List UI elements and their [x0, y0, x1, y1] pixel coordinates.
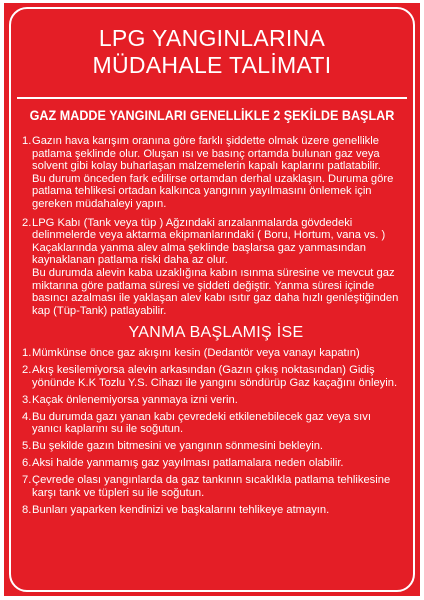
list-item	[22, 364, 400, 389]
item-text: Bu şekilde gazın bitmesini ve yangının sönmesini bekleyin.	[32, 440, 324, 453]
item-number: 1.	[22, 347, 32, 360]
item-paragraph: Bu durumda alevin kaba uzaklığına kabın ısınma süresine ve mevcut gaz miktarına göre patlama süresi ve şiddeti değiştir. Yanma süresi içinde basıncı azalması ile yaklaşan alev kabı ısıtır gaz daha hızlı genleştiğinden kap (Tüp-Tank) patlayabilir.	[32, 266, 399, 317]
item-number: 3.	[22, 393, 32, 406]
steps-list	[22, 347, 400, 516]
item-text: Mümkünse önce gaz akışını kesin (Dedantör veya vanayı kapatın)	[32, 347, 360, 360]
list-item	[22, 347, 400, 360]
sign-body	[22, 135, 400, 521]
item-number: 8.	[22, 503, 32, 516]
item-number: 1.	[22, 135, 32, 147]
item-paragraph: LPG Kabı (Tank veya tüp ) Ağzındaki arızalanmalarda gövdedeki delinmelerde veya aktarma ekipmanlarındaki ( Boru, Hortum, vana vs. ) Kaçaklarında yanma alev alma şeklinde başlarsa gaz yanmasından kaynaklanan patlama riski daha az olur.	[32, 216, 386, 267]
list-item	[22, 474, 400, 499]
item-text: Çevrede olası yangınlarda da gaz tankının sıcaklıkla patlama tehlikesine karşı tank ve tüpleri su ile soğutun.	[32, 474, 391, 499]
list-item	[22, 457, 400, 470]
item-number: 6.	[22, 457, 32, 470]
list-item	[22, 216, 400, 318]
title-divider	[17, 97, 407, 99]
section-subtitle: GAZ MADDE YANGINLARI GENELLİKLE 2 ŞEKİLDE BAŞLAR	[29, 107, 395, 123]
item-text: Bunları yaparken kendinizi ve başkalarını tehlikeye atmayın.	[32, 503, 330, 516]
item-number: 2.	[22, 216, 32, 229]
item-text: Akış kesilemiyorsa alevin arkasından (Gazın çıkış noktasından) Gidiş yönünde K.K Tozlu Y.S. Cihazı ile yangını söndürüp Gaz kaçağını önleyin.	[32, 364, 398, 389]
item-text: Aksi halde yanmamış gaz yayılması patlamalara neden olabilir.	[32, 457, 344, 470]
item-number: 5.	[22, 440, 32, 453]
item-paragraph: Bu durum önceden fark edilirse ortamdan derhal uzaklaşın. Duruma göre patlama tehlikesi ortadan kalkınca yangının yayılmasını önlemek için gereken müdahaleyi yapın.	[32, 172, 394, 210]
title-line-1: LPG YANGINLARINA	[98, 25, 326, 51]
list-item	[22, 135, 400, 211]
item-number: 2.	[22, 364, 32, 377]
title-line-2: MÜDAHALE TALİMATI	[92, 52, 332, 78]
item-number: 4.	[22, 410, 32, 423]
section-heading: YANMA BAŞLAMIŞ İSE	[128, 324, 304, 342]
item-text: Kaçak önlenemiyorsa yanmaya izni verin.	[32, 393, 238, 406]
item-paragraph: Gazın hava karışım oranına göre farklı şiddette olmak üzere genellikle patlama şeklinde olur. Oluşan ısı ve basınç ortamda bulunan gaz veya solvent gibi kolay buharlaşan malzemelerin kapalı kaplarını patlatabilir.	[32, 135, 381, 173]
list-item	[22, 440, 400, 453]
list-item	[22, 393, 400, 407]
list-item	[22, 410, 400, 436]
item-number: 7.	[22, 474, 32, 487]
instruction-sign	[4, 3, 420, 596]
sign-title	[4, 25, 420, 79]
item-text: Bu durumda gazı yanan kabı çevredeki etkilenebilecek gaz veya sıvı yanıcı kaplarını su ile soğutun.	[32, 410, 371, 436]
list-item	[22, 503, 400, 517]
